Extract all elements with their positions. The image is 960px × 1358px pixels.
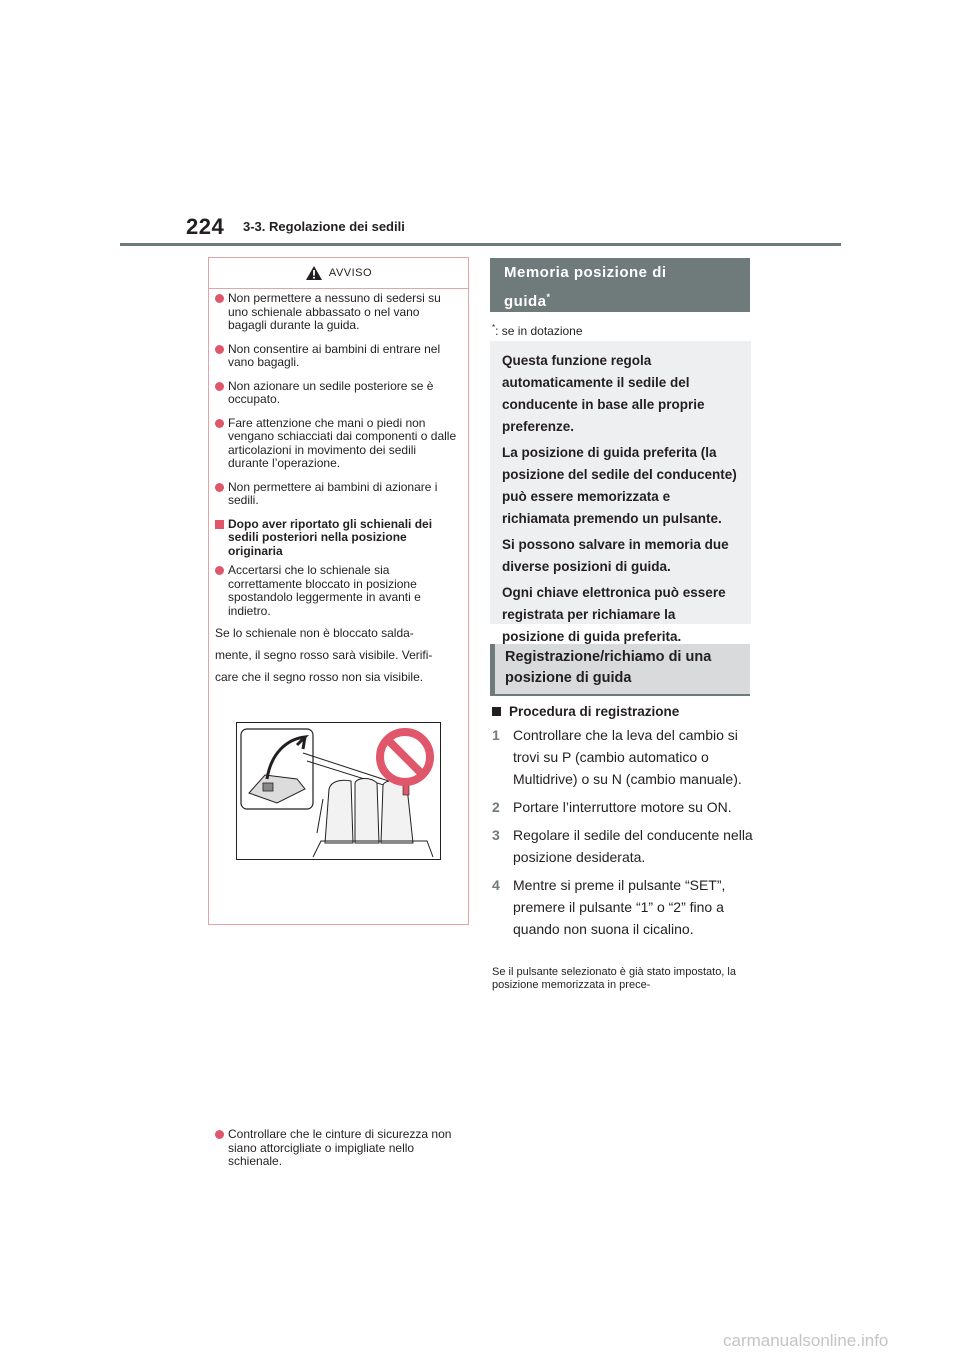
procedure-step: 4 Mentre si preme il pulsante “SET”, premere il pulsante “1” o “2” fino a quando non suona il cicalino. — [492, 877, 726, 937]
intro-paragraph: Ogni chiave elettronica può essere registrata per richiamare la posizione di guida preferita. — [502, 585, 726, 644]
watermark: carmanualsonline.info — [723, 1331, 889, 1350]
procedure-steps — [490, 724, 760, 946]
procedure-step: 1 Controllare che la leva del cambio si trovi su P (cambio automatico o Multidrive) o su N (cambio manuale). — [492, 727, 742, 787]
warning-item: Non permettere a nessuno di sedersi su uno schienale abbassato o nel vano bagagli durante la guida. — [215, 292, 460, 333]
warning-item: Non consentire ai bambini di entrare nel vano bagagli. — [215, 343, 460, 370]
square-bullet-icon — [492, 707, 501, 716]
bullet-icon — [215, 345, 224, 354]
bullet-icon — [215, 483, 224, 492]
warning-item: Fare attenzione che mani o piedi non vengano schiacciati dai componenti o dalle articolazioni in movimento dei sedili durante l’operazione. — [215, 417, 460, 471]
square-bullet-icon — [215, 520, 224, 529]
procedure-step: 3 Regolare il sedile del conducente nella posizione desiderata. — [492, 827, 753, 865]
footnote: *: se in dotazione — [492, 323, 583, 338]
procedure-step: 2 Portare l’interruttore motore su ON. — [492, 799, 732, 815]
warning-header — [209, 258, 468, 289]
warning-triangle-icon — [305, 265, 323, 281]
bullet-icon — [215, 566, 224, 575]
intro-paragraph: Si possono salvare in memoria due diverse posizioni di guida. — [502, 537, 729, 574]
warning-subheading: Dopo aver riportato gli schienali dei sedili posteriori nella posizione originaria — [215, 518, 460, 559]
intro-paragraph: La posizione di guida preferita (la posizione del sedile del conducente) può essere memorizzata e richiamata premendo un pulsante. — [502, 445, 737, 526]
warning-plain-line: care che il segno rosso non sia visibile. — [215, 670, 424, 684]
warning-list — [215, 292, 460, 688]
header-divider — [120, 243, 841, 246]
warning-item: Accertarsi che lo schienale sia correttamente bloccato in posizione spostandolo leggermente in avanti e indietro. — [215, 564, 460, 618]
section-title: 3-3. Regolazione dei sedili — [243, 219, 405, 234]
intro-paragraph: Questa funzione regola automaticamente il sedile del conducente in base alle proprie preferenze. — [502, 353, 705, 434]
bullet-icon — [215, 1130, 224, 1139]
bullet-icon — [215, 294, 224, 303]
rear-seat-image — [237, 723, 440, 859]
warning-plain-line: mente, il segno rosso sarà visibile. Verifi- — [215, 648, 433, 662]
warning-item: Controllare che le cinture di sicurezza non siano attorcigliate o impigliate nello schienale. — [215, 1128, 460, 1169]
warning-title: AVVISO — [328, 267, 373, 279]
page-number: 224 — [186, 214, 225, 239]
bullet-icon — [215, 419, 224, 428]
procedure-heading: Procedura di registrazione — [492, 704, 679, 719]
warning-plain-line: Se lo schienale non è bloccato salda- — [215, 626, 414, 640]
tail-note: Se il pulsante selezionato è già stato impostato, la posizione memorizzata in prece- — [492, 966, 736, 991]
memoria-heading: Memoria posizione di guida* — [490, 258, 750, 312]
warning-last-item-wrap — [215, 1128, 460, 1179]
rear-seat-illustration — [236, 722, 441, 860]
warning-item: Non azionare un sedile posteriore se è occupato. — [215, 380, 460, 407]
warning-item: Non permettere ai bambini di azionare i sedili. — [215, 481, 460, 508]
intro-box — [490, 341, 751, 644]
registration-heading: Registrazione/richiamo di una posizione di guida — [490, 644, 750, 696]
bullet-icon — [215, 382, 224, 391]
